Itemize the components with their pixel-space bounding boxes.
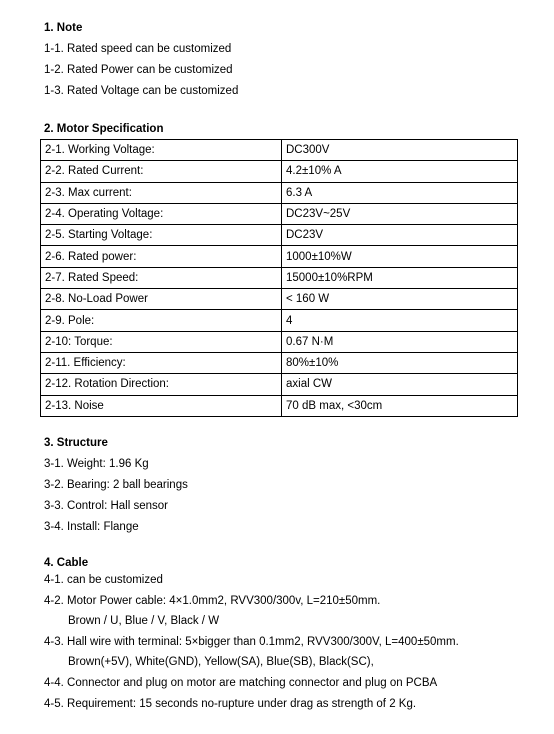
structure-section-title: 3. Structure xyxy=(44,437,108,449)
spec-value: 0.67 N·M xyxy=(282,331,518,352)
table-row xyxy=(41,374,518,395)
spec-value: DC23V~25V xyxy=(282,203,518,224)
structure-item: 3-3. Control: Hall sensor xyxy=(44,500,168,512)
note-item: 1-3. Rated Voltage can be customized xyxy=(44,85,239,97)
spec-label: 2-13. Noise xyxy=(41,395,282,416)
spec-label: 2-11. Efficiency: xyxy=(41,352,282,373)
spec-value: DC23V xyxy=(282,225,518,246)
spec-value: 1000±10%W xyxy=(282,246,518,267)
spec-label: 2-8. No-Load Power xyxy=(41,289,282,310)
table-row xyxy=(41,161,518,182)
table-row xyxy=(41,140,518,161)
cable-item: 4-1. can be customized xyxy=(44,574,163,586)
cable-item: 4-2. Motor Power cable: 4×1.0mm2, RVV300/300v, L=210±50mm. xyxy=(44,595,381,607)
table-row xyxy=(41,395,518,416)
spec-table xyxy=(40,139,518,417)
spec-label: 2-10: Torque: xyxy=(41,331,282,352)
spec-value: 70 dB max, <30cm xyxy=(282,395,518,416)
table-row xyxy=(41,267,518,288)
structure-item: 3-4. Install: Flange xyxy=(44,521,139,533)
table-row xyxy=(41,352,518,373)
cable-item-detail: Brown / U, Blue / V, Black / W xyxy=(68,615,220,627)
spec-label: 2-2. Rated Current: xyxy=(41,161,282,182)
spec-label: 2-5. Starting Voltage: xyxy=(41,225,282,246)
cable-section-title: 4. Cable xyxy=(44,557,89,569)
note-item: 1-1. Rated speed can be customized xyxy=(44,43,232,55)
table-row xyxy=(41,331,518,352)
spec-value: 80%±10% xyxy=(282,352,518,373)
table-row xyxy=(41,225,518,246)
spec-value: < 160 W xyxy=(282,289,518,310)
spec-value: 6.3 A xyxy=(282,182,518,203)
spec-label: 2-6. Rated power: xyxy=(41,246,282,267)
table-row xyxy=(41,182,518,203)
spec-value: 15000±10%RPM xyxy=(282,267,518,288)
spec-label: 2-9. Pole: xyxy=(41,310,282,331)
note-section-title: 1. Note xyxy=(44,22,83,34)
structure-item: 3-1. Weight: 1.96 Kg xyxy=(44,458,149,470)
spec-label: 2-7. Rated Speed: xyxy=(41,267,282,288)
cable-item: 4-4. Connector and plug on motor are matching connector and plug on PCBA xyxy=(44,677,438,689)
table-row xyxy=(41,203,518,224)
spec-value: axial CW xyxy=(282,374,518,395)
spec-label: 2-4. Operating Voltage: xyxy=(41,203,282,224)
spec-value: DC300V xyxy=(282,140,518,161)
table-row xyxy=(41,310,518,331)
spec-value: 4 xyxy=(282,310,518,331)
spec-label: 2-3. Max current: xyxy=(41,182,282,203)
spec-label: 2-12. Rotation Direction: xyxy=(41,374,282,395)
cable-item: 4-3. Hall wire with terminal: 5×bigger than 0.1mm2, RVV300/300V, L=400±50mm. xyxy=(44,636,459,648)
table-row xyxy=(41,289,518,310)
table-row xyxy=(41,246,518,267)
note-item: 1-2. Rated Power can be customized xyxy=(44,64,233,76)
spec-label: 2-1. Working Voltage: xyxy=(41,140,282,161)
spec-section-title: 2. Motor Specification xyxy=(44,123,164,135)
cable-item: 4-5. Requirement: 15 seconds no-rupture under drag as strength of 2 Kg. xyxy=(44,698,417,710)
cable-item-detail: Brown(+5V), White(GND), Yellow(SA), Blue(SB), Black(SC), xyxy=(68,656,374,668)
spec-value: 4.2±10% A xyxy=(282,161,518,182)
structure-item: 3-2. Bearing: 2 ball bearings xyxy=(44,479,188,491)
